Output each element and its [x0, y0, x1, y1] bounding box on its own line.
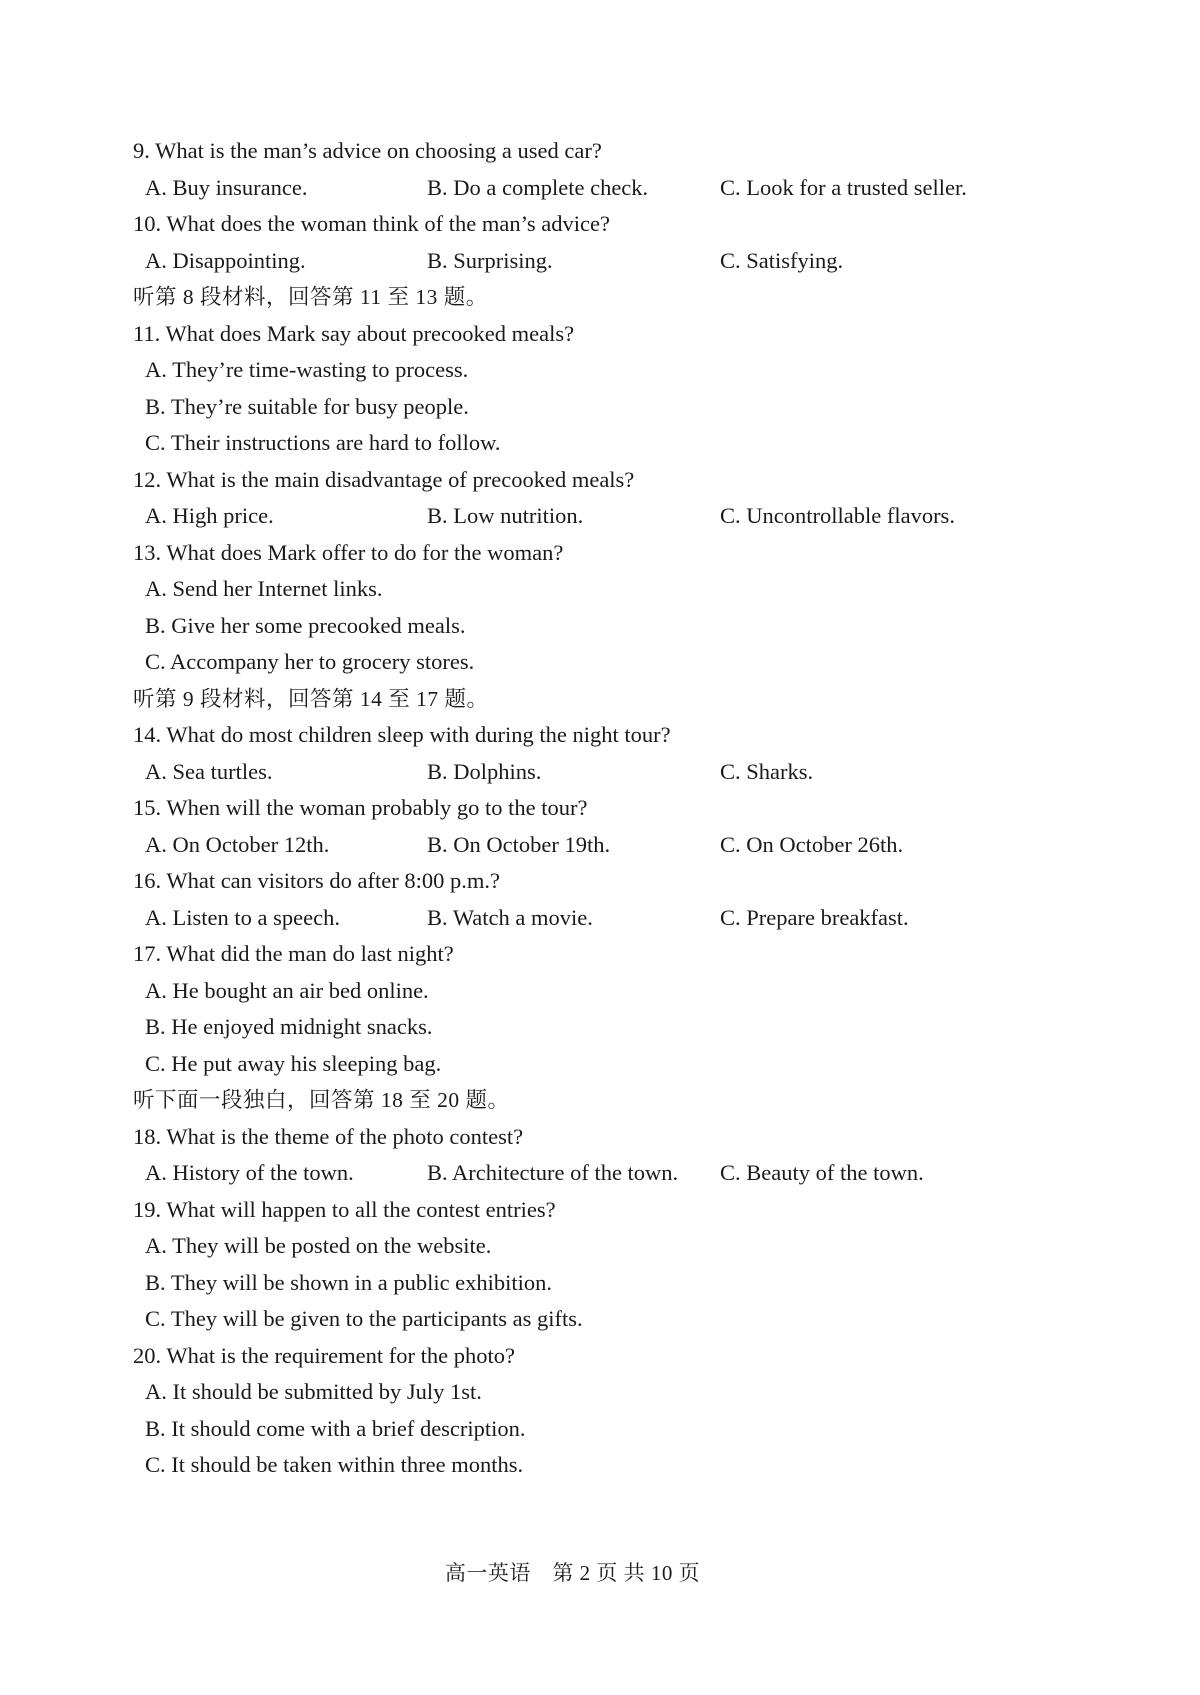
answer-option: A. Sea turtles.	[145, 758, 273, 784]
answer-options-row	[133, 170, 1033, 207]
question-text: 10. What does the woman think of the man’s advice?	[133, 211, 610, 236]
answer-option: A. Buy insurance.	[145, 174, 308, 200]
answer-option: B. They will be shown in a public exhibition.	[145, 1269, 553, 1295]
answer-option: C. Satisfying.	[720, 247, 844, 273]
answer-option: A. Disappointing.	[145, 247, 306, 273]
answer-option: B. On October 19th.	[427, 831, 611, 857]
question-text: 13. What does Mark offer to do for the woman?	[133, 539, 564, 565]
question-text: 16. What can visitors do after 8:00 p.m.?	[133, 868, 500, 893]
answer-option: A. Listen to a speech.	[145, 904, 340, 930]
answer-option: A. On October 12th.	[145, 831, 330, 857]
question-text: 14. What do most children sleep with during the night tour?	[133, 722, 671, 747]
answer-option: B. Watch a movie.	[427, 904, 593, 930]
question-text: 11. What does Mark say about precooked meals?	[133, 320, 575, 346]
answer-option: C. Their instructions are hard to follow.	[145, 430, 501, 455]
answer-option: B. Surprising.	[427, 247, 553, 273]
answer-option: A. Send her Internet links.	[145, 576, 383, 601]
section-instruction: 听第 8 段材料，回答第 11 至 13 题。	[133, 285, 488, 309]
answer-option: A. History of the town.	[145, 1160, 354, 1185]
section-instruction: 听下面一段独白，回答第 18 至 20 题。	[133, 1088, 510, 1112]
section-instruction: 听第 9 段材料，回答第 14 至 17 题。	[133, 686, 489, 711]
answer-option: A. He bought an air bed online.	[145, 977, 429, 1003]
answer-option: A. They will be posted on the website.	[145, 1233, 492, 1258]
answer-option: C. On October 26th.	[720, 831, 904, 857]
answer-option: C. It should be taken within three months.	[145, 1452, 524, 1477]
question-text: 9. What is the man’s advice on choosing a used car?	[133, 138, 602, 163]
answer-option: B. He enjoyed midnight snacks.	[145, 1014, 433, 1039]
answer-option: A. They’re time-wasting to process.	[145, 357, 469, 382]
question-text: 20. What is the requirement for the photo?	[133, 1342, 515, 1368]
answer-option: B. Give her some precooked meals.	[145, 612, 466, 638]
question-text: 18. What is the theme of the photo contest?	[133, 1123, 524, 1149]
question-text: 17. What did the man do last night?	[133, 941, 454, 966]
answer-option: C. Accompany her to grocery stores.	[145, 649, 475, 674]
question-text: 12. What is the main disadvantage of precooked meals?	[133, 466, 635, 492]
question-list	[133, 133, 1033, 1484]
answer-option: B. Low nutrition.	[427, 503, 584, 528]
answer-option: C. Uncontrollable flavors.	[720, 503, 955, 528]
answer-option: C. Look for a trusted seller.	[720, 174, 967, 200]
answer-option: C. Beauty of the town.	[720, 1160, 924, 1185]
answer-option: B. Architecture of the town.	[427, 1160, 679, 1185]
answer-option: C. Sharks.	[720, 758, 814, 784]
question-text: 15. When will the woman probably go to the tour?	[133, 795, 588, 820]
page-footer: 高一英语 第 2 页 共 10 页	[444, 1561, 701, 1585]
answer-options-row	[133, 1155, 1033, 1192]
answer-options-row	[133, 827, 1033, 864]
answer-options-row	[133, 243, 1033, 280]
question-text: 19. What will happen to all the contest entries?	[133, 1196, 556, 1222]
answer-option: C. They will be given to the participants as gifts.	[145, 1306, 583, 1331]
answer-option: B. Do a complete check.	[427, 174, 649, 200]
answer-options-row	[133, 900, 1033, 937]
answer-options-row	[133, 754, 1033, 791]
answer-options-row	[133, 498, 1033, 535]
answer-option: B. Dolphins.	[427, 758, 542, 784]
answer-option: C. Prepare breakfast.	[720, 904, 909, 930]
answer-option: B. It should come with a brief description.	[145, 1415, 526, 1441]
answer-option: A. High price.	[145, 503, 274, 528]
answer-option: B. They’re suitable for busy people.	[145, 393, 469, 419]
answer-option: C. He put away his sleeping bag.	[145, 1050, 442, 1076]
answer-option: A. It should be submitted by July 1st.	[145, 1379, 482, 1404]
